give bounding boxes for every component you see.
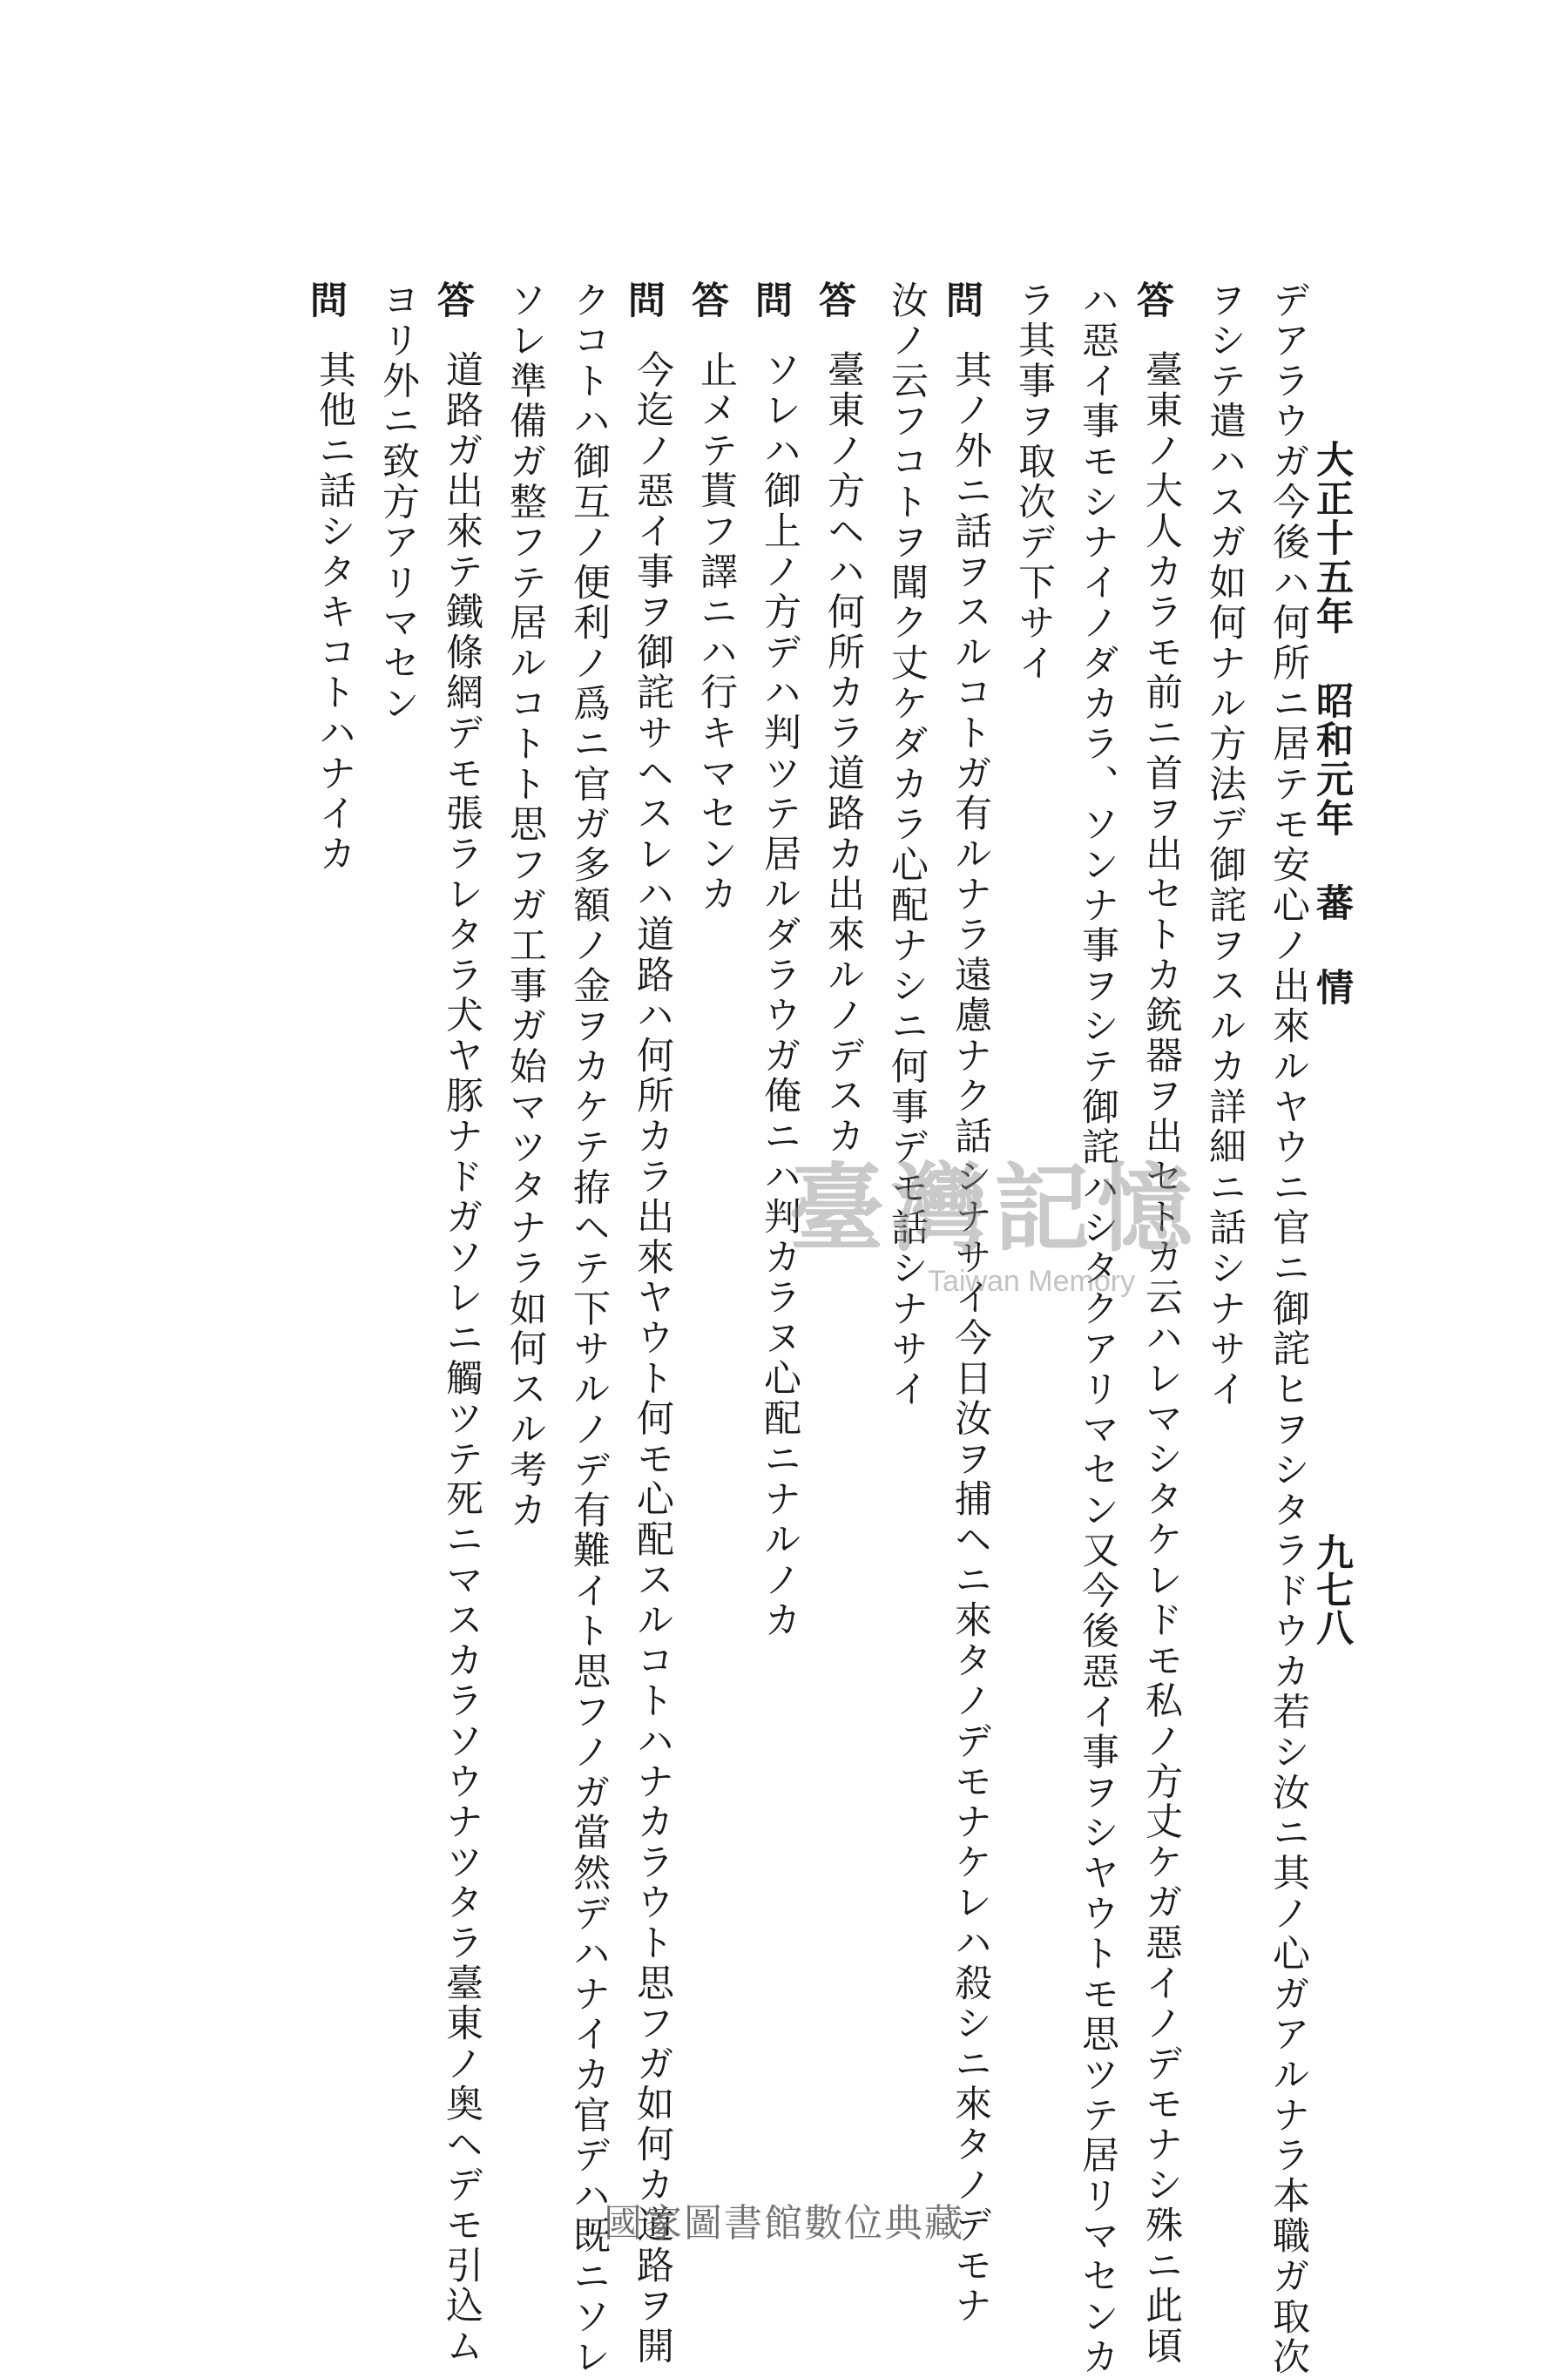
line-text: 臺東ノ大人カラモ前ニ首ヲ出セトカ銃器ヲ出セトカ云ハレマシタケレドモ私ノ方丈ケガ惡イノデモナシ殊ニ此頃 [1139,350,1183,2367]
line-text: 汝ノ云フコトヲ聞ク丈ケダカラ心配ナシニ何事デモ話シナサイ [885,280,929,1410]
speaker-label: 答 [813,280,856,318]
text-line [504,280,547,1531]
line-text: 臺東ノ方ヘハ何所カラ道路カ出來ルノデスカ [821,350,865,1157]
watermark-chinese: 臺灣記憶 [788,1152,1200,1265]
line-text: 其他ニ話シタキコトハナイカ [313,350,356,875]
text-line [1203,280,1247,1410]
line-text: ラ其事ヲ取次デ下サイ [1012,280,1056,684]
speaker-label: 答 [686,280,729,318]
line-text: ヨリ外ニ致方アリマセン [376,280,420,725]
text-line [1012,280,1056,684]
text-line [1267,280,1310,2378]
speaker-label: 問 [622,280,666,318]
speaker-label: 答 [431,280,475,318]
line-text: 其ノ外ニ話ヲスルコトガ有ルナラ遠慮ナク話シナサイ今日汝ヲ捕ヘニ來タノデモナケレハ殺シニ來タノデモナ [949,350,992,2327]
footer-credit: 國家圖書館數位典藏 [604,2201,964,2246]
line-text: 今迄ノ惡イ事ヲ御詫サヘスレハ道路ハ何所カラ出來ヤウト何モ心配スルコトハナカラウト思フガ如何カ道路ヲ開 [631,350,674,2367]
line-text: 道路ガ出來テ鐵條網デモ張ラレタラ犬ヤ豚ナドガソレニ觸ツテ死ニマスカラソウナツタラ臺東ノ奥ヘデモ引込ム [440,350,483,2367]
text-line [376,280,420,725]
text-line [885,280,929,1410]
watermark-english: Taiwan Memory [928,1265,1136,1298]
page-number: 九七八 [1310,1533,1354,1645]
line-text: ソレハ御上ノ方デハ判ツテ居ルダラウガ俺ニハ判カラヌ心配ニナルノカ [758,350,801,1641]
text-line [1076,280,1119,2378]
speaker-label: 問 [304,280,348,318]
line-text: 止メテ貰フ譯ニハ行キマセンカ [694,350,738,915]
line-text: ソレ準備ガ整フテ居ルコトト思フガ工事ガ始マツタナラ如何スル考カ [504,280,547,1531]
line-text: ハ惡イ事モシナイノダカラ、ソンナ事ヲシテ御詫ハシタクアリマセン又今後惡イ事ヲシヤウトモ思ツテ居リマセンカ [1076,280,1119,2378]
line-text: ヲシテ遣ハスガ如何ナル方法デ御詫ヲスルカ詳細ニ話シナサイ [1203,280,1247,1410]
speaker-label: 問 [749,280,793,318]
running-header-title: 大正十五年 昭和元年 蕃 情 [1310,440,1354,1007]
speaker-label: 答 [1131,280,1174,318]
line-text: デアラウガ今後ハ何所ニ居テモ安心ノ出來ルヤウニ官ニ御詫ヒヲシタラドウカ若シ汝ニ其ノ心ガアルナラ本職ガ取次 [1267,280,1310,2378]
speaker-label: 問 [940,280,983,318]
line-text: クコトハ御互ノ便利ノ爲ニ官ガ多額ノ金ヲカケテ拵ヘテ下サルノデ有難イト思フノガ當然デハナイカ官デハ既ニソレ [567,280,611,2378]
text-line [567,280,611,2378]
